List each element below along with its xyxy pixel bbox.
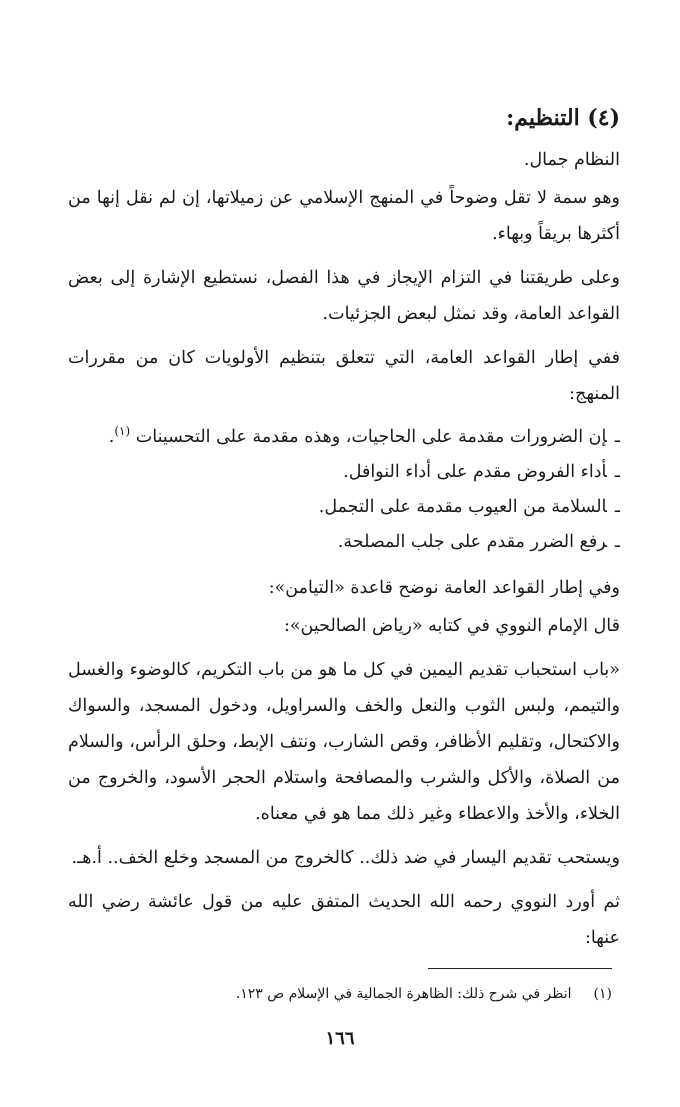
list-dash: ـ [614, 496, 620, 517]
list-item [68, 525, 620, 560]
paragraph: وهو سمة لا تقل وضوحاً في المنهج الإسلامي عن زميلاتها، إن لم نقل إنها من أكثرها بريقاً وبهاء. [68, 188, 620, 244]
footnote-text: انظر في شرح ذلك: الظاهرة الجمالية في الإسلام ص ١٢٣. [235, 986, 572, 1002]
paragraph: وعلى طريقتنا في التزام الإيجاز في هذا الفصل، نستطيع الإشارة إلى بعض القواعد العامة، وقد نمثل لبعض الجزئيات. [68, 268, 620, 324]
footnote-number: (١) [593, 986, 612, 1002]
list-item-end: . [108, 426, 115, 447]
list-item [68, 414, 620, 455]
list-item [68, 490, 620, 525]
list-item-text: السلامة من العيوب مقدمة على التجمل. [318, 496, 607, 517]
list-dash: ـ [614, 426, 620, 447]
paragraph: وفي إطار القواعد العامة نوضح قاعدة «التيامن»: [268, 577, 620, 598]
paragraph: ويستحب تقديم اليسار في ضد ذلك.. كالخروج من المسجد وخلع الخف.. أ.هـ. [71, 847, 620, 868]
page-number: ١٦٦ [325, 1028, 355, 1049]
section-heading: (٤) التنظيم: [506, 105, 620, 131]
paragraph: قال الإمام النووي في كتابه «رياض الصالحين»: [283, 615, 620, 636]
list-item-text: أداء الفروض مقدم على أداء النوافل. [343, 461, 607, 482]
list-item [68, 455, 620, 490]
priority-rules-list [68, 414, 620, 560]
quote-paragraph: «باب استحباب تقديم اليمين في كل ما هو من باب التكريم، كالوضوء والغسل والتيمم، ولبس الثوب والنعل والخف والسراويل، ودخول المسجد، والسواك والاكتحال، وتقليم الأظافر، وقص الشارب، ونتف الإبط، وحلق الرأس، والسلام من الصلاة، والأكل والشرب والمصافحة واستلام الحجر الأسود، والخروج من الخلاء، والأخذ والاعطاء وغير ذلك مما هو في معناه. [68, 659, 620, 824]
list-item-text: إن الضرورات مقدمة على الحاجيات، وهذه مقدمة على التحسينات [135, 426, 607, 447]
footnote-divider [428, 968, 612, 969]
footnote [60, 980, 612, 1008]
footnote-marker[interactable]: (١) [114, 424, 131, 438]
paragraph: ثم أورد النووي رحمه الله الحديث المتفق عليه من قول عائشة رضي الله عنها: [68, 891, 620, 948]
page-body [68, 96, 620, 964]
paragraph: النظام جمال. [523, 150, 620, 170]
list-item-text: رفع الضرر مقدم على جلب المصلحة. [337, 531, 607, 552]
list-dash: ـ [614, 531, 620, 552]
paragraph: ففي إطار القواعد العامة، التي تتعلق بتنظيم الأولويات كان من مقررات المنهج: [68, 348, 620, 404]
list-dash: ـ [614, 461, 620, 482]
